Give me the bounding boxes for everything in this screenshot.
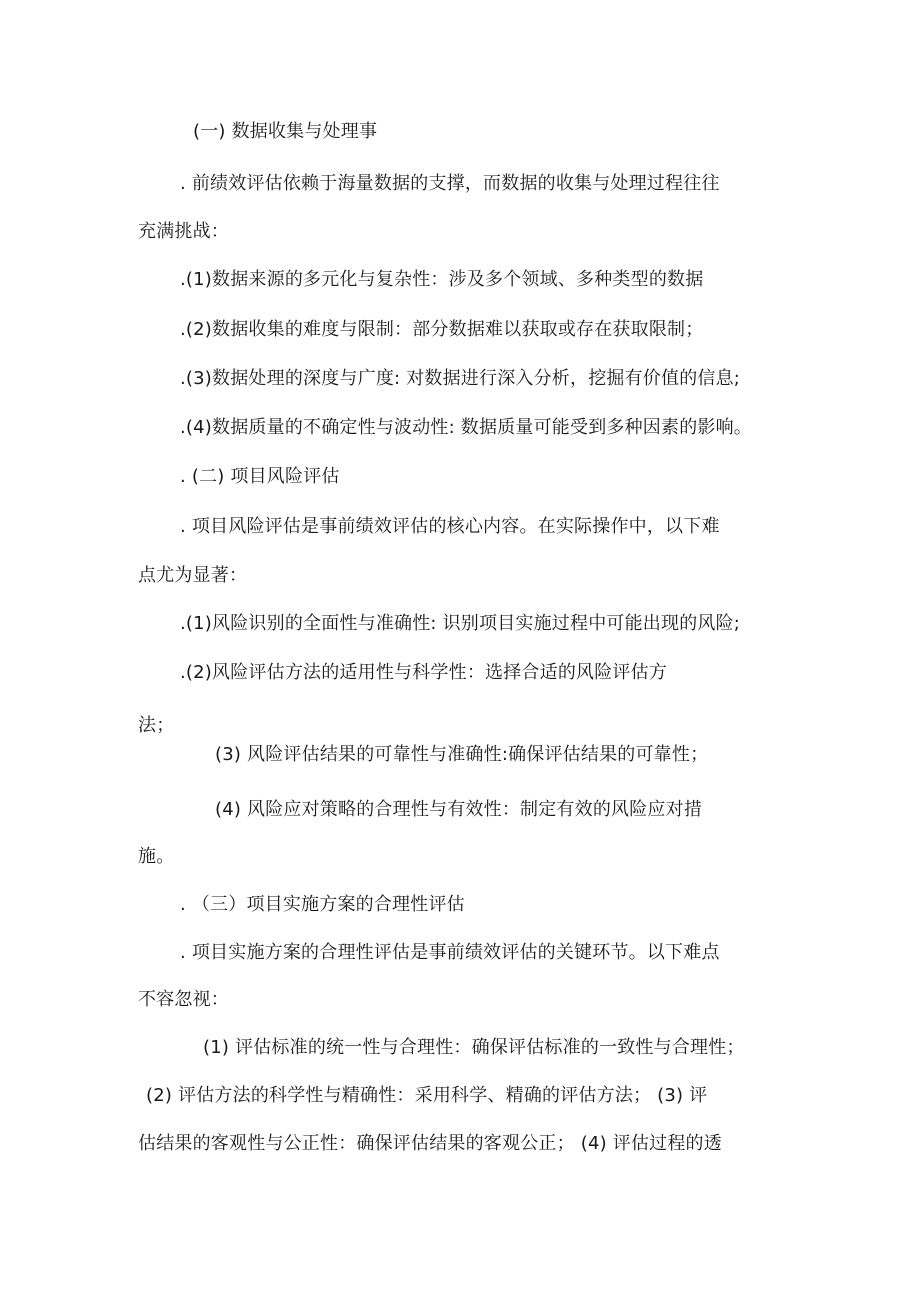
section3-intro-line2: 不容忽视： [138,989,229,1010]
section2-intro-line2: 点尤为显著： [138,565,248,586]
section3-body-line1: (1) 评估标准的统一性与合理性：确保评估标准的一致性与合理性； [203,1037,745,1058]
section3-body-line3: 估结果的客观性与公正性：确保评估结果的客观公正； (4) 评估过程的透 [138,1133,722,1154]
section1-item-3: .(3)数据处理的深度与广度: 对数据进行深入分析，挖掘有价值的信息; [180,368,741,389]
section2-item-3: (3) 风险评估结果的可靠性与准确性:确保评估结果的可靠性； [215,744,709,765]
section2-item-4-line1: (4) 风险应对策略的合理性与有效性：制定有效的风险应对措 [215,799,703,820]
section1-heading: (一) 数据收集与处理事 [193,121,378,142]
section1-item-1: .(1)数据来源的多元化与复杂性：涉及多个领域、多种类型的数据 [180,269,704,290]
section3-body-line2: (2) 评估方法的科学性与精确性：采用科学、精确的评估方法； (3) 评 [146,1085,708,1106]
section2-heading: . (二) 项目风险评估 [180,466,340,487]
section2-intro-line1: . 项目风险评估是事前绩效评估的核心内容。在实际操作中，以下难 [180,516,720,537]
section2-item-1: .(1)风险识别的全面性与准确性: 识别项目实施过程中可能出现的风险; [180,613,741,634]
section1-item-2: .(2)数据收集的难度与限制：部分数据难以获取或存在获取限制； [180,319,704,340]
section1-intro-line2: 充满挑战： [138,221,229,242]
section2-item-4-line2: 施。 [138,846,175,867]
section3-intro-line1: . 项目实施方案的合理性评估是事前绩效评估的关键环节。以下难点 [180,942,720,963]
section1-item-4: .(4)数据质量的不确定性与波动性: 数据质量可能受到多种因素的影响。 [180,417,753,438]
section3-heading: . （三）项目实施方案的合理性评估 [180,894,465,915]
section1-intro-line1: . 前绩效评估依赖于海量数据的支撑，而数据的收集与处理过程往往 [180,173,720,194]
section2-item-2-line1: .(2)风险评估方法的适用性与科学性：选择合适的风险评估方 [180,662,668,683]
section2-item-2-line2: 法； [138,715,175,736]
